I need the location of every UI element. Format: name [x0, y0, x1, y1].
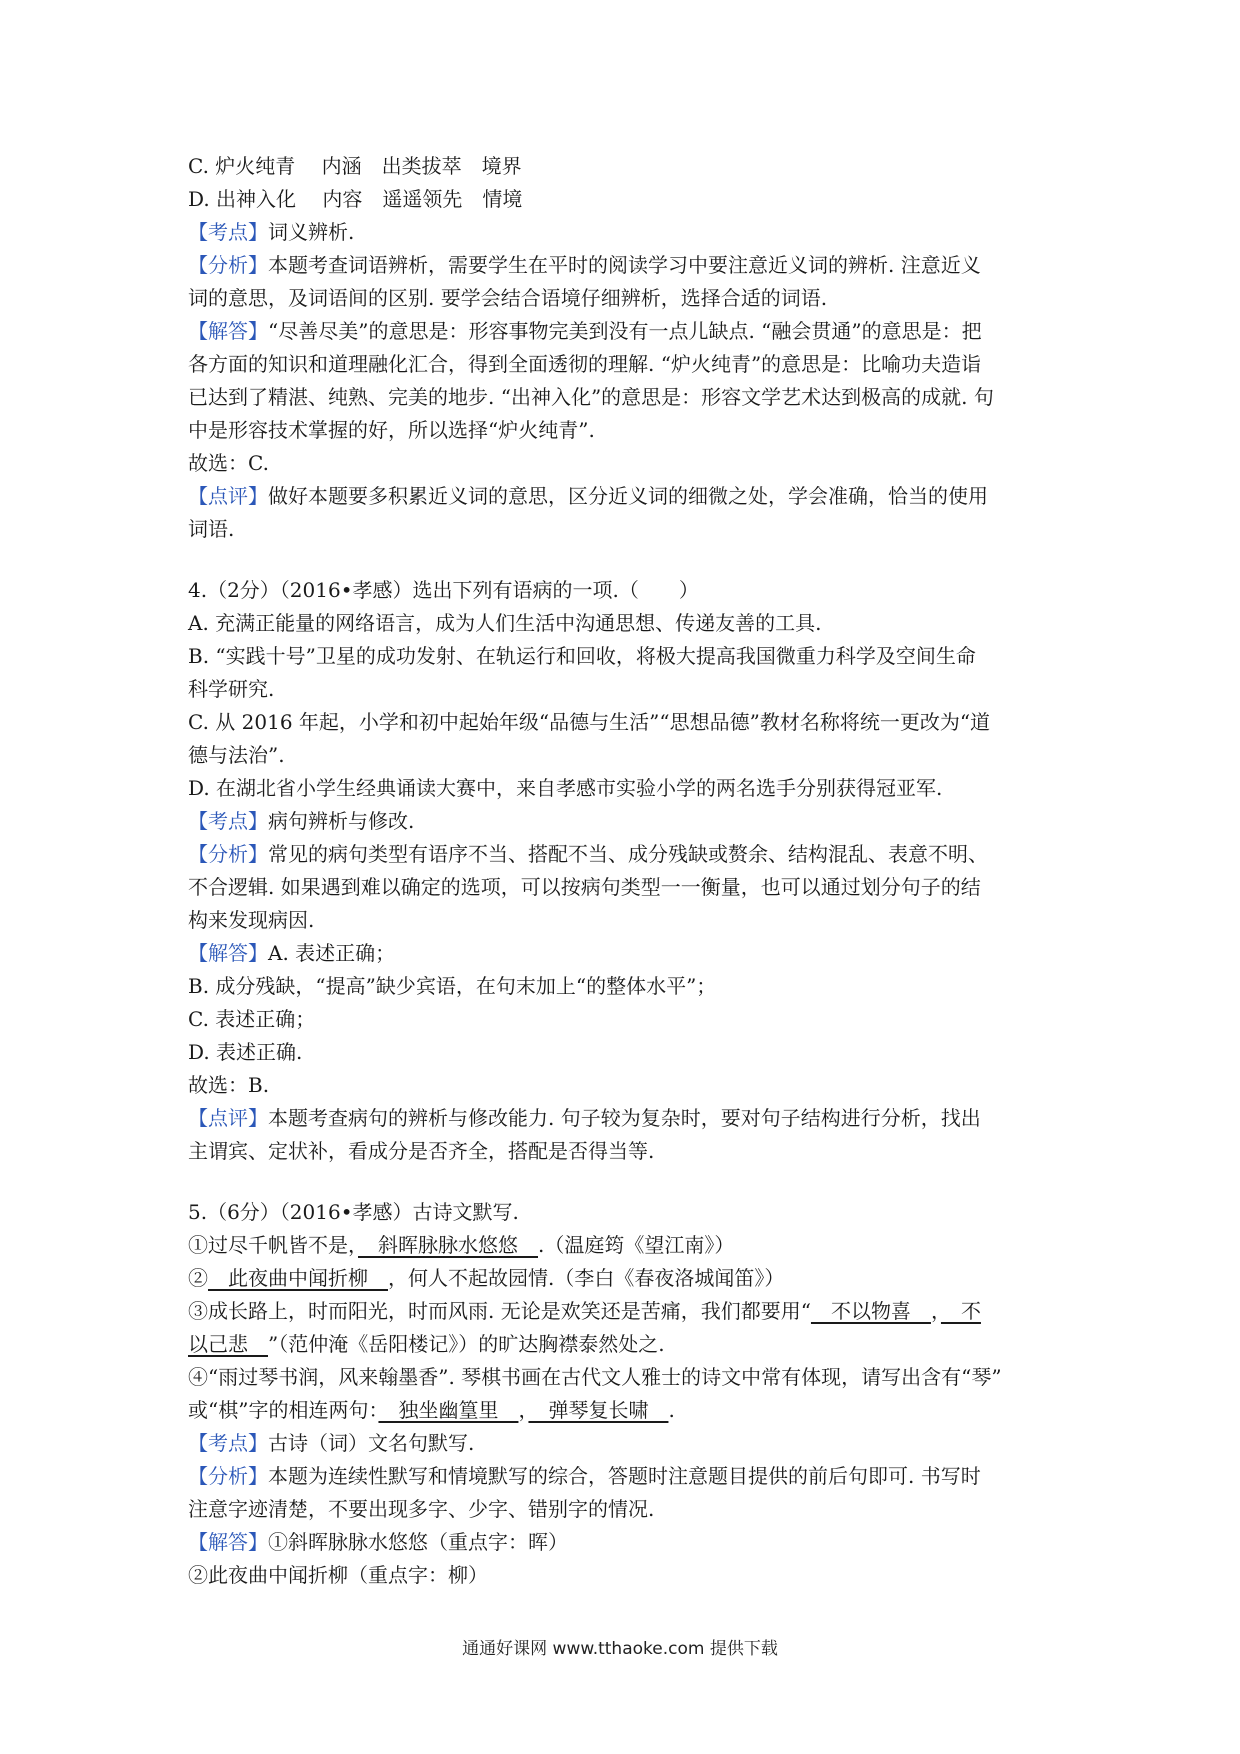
- q5-item-3-cont: [188, 1328, 1068, 1361]
- fenxi-text: 本题为连续性默写和情境默写的综合，答题时注意题目提供的前后句即可. 书写时: [268, 1464, 981, 1488]
- spacer: [188, 546, 1068, 574]
- q4-jieda-c: C. 表述正确；: [188, 1007, 316, 1031]
- q5-jieda-cont: ②此夜曲中闻折柳（重点字：柳）: [188, 1563, 488, 1587]
- item-text: ②: [188, 1266, 208, 1290]
- q4-jieda: [188, 937, 1068, 970]
- kaodian-tag: 【考点】: [188, 1431, 268, 1455]
- q5-item-2: [188, 1262, 1068, 1295]
- jieda-tag: 【解答】: [188, 941, 268, 965]
- q4-kaodian: [188, 805, 1068, 838]
- answer-blank: 斜晖脉脉水悠悠: [358, 1233, 538, 1257]
- dianping-tag: 【点评】: [188, 484, 268, 508]
- item-text: ，: [930, 1299, 941, 1323]
- q5-stem: 5.（6分）（2016•孝感）古诗文默写.: [188, 1200, 519, 1224]
- q4-option-a: A. 充满正能量的网络语言，成为人们生活中沟通思想、传递友善的工具.: [188, 611, 822, 635]
- q4-fenxi-cont: 构来发现病因.: [188, 908, 315, 932]
- jieda-tag: 【解答】: [188, 1530, 268, 1554]
- item-text: ”（范仲淹《岳阳楼记》）的旷达胸襟泰然处之.: [268, 1332, 665, 1356]
- dianping-tag: 【点评】: [188, 1106, 268, 1130]
- item-text: .（温庭筠《望江南》）: [538, 1233, 735, 1257]
- q4-option-d: D. 在湖北省小学生经典诵读大赛中，来自孝感市实验小学的两名选手分别获得冠亚军.: [188, 776, 943, 800]
- item-text: ①过尽千帆皆不是，: [188, 1233, 358, 1257]
- q4-dianping: [188, 1102, 1068, 1135]
- q4-jieda-b: B. 成分残缺，“提高”缺少宾语，在句末加上“的整体水平”；: [188, 974, 717, 998]
- q3-fenxi-cont: 词的意思，及词语间的区别. 要学会结合语境仔细辨析，选择合适的词语.: [188, 286, 828, 310]
- kaodian-text: 病句辨析与修改.: [268, 809, 415, 833]
- answer-blank: 弹琴复长啸: [528, 1398, 669, 1422]
- q3-jieda-cont: 中是形容技术掌握的好，所以选择“炉火纯青”.: [188, 418, 595, 442]
- item-text: ，: [518, 1398, 529, 1422]
- q4-fenxi: [188, 838, 1068, 871]
- answer-blank: 不: [940, 1299, 981, 1323]
- q4-stem: 4.（2分）（2016•孝感）选出下列有语病的一项.（ ）: [188, 578, 699, 602]
- q3-jieda-cont: 已达到了精湛、纯熟、完美的地步. “出神入化”的意思是：形容文学艺术达到极高的成就. 句: [188, 385, 994, 409]
- fenxi-tag: 【分析】: [188, 253, 268, 277]
- fenxi-tag: 【分析】: [188, 1464, 268, 1488]
- q3-option-d: D. 出神入化 内容 遥遥领先 情境: [188, 187, 523, 211]
- fenxi-tag: 【分析】: [188, 842, 268, 866]
- q3-kaodian: [188, 216, 1068, 249]
- answer-blank: 以己悲: [188, 1332, 268, 1356]
- q5-fenxi: [188, 1460, 1068, 1493]
- kaodian-text: 词义辨析.: [268, 220, 355, 244]
- jieda-tag: 【解答】: [188, 319, 268, 343]
- answer-blank: 不以物喜: [810, 1299, 931, 1323]
- kaodian-tag: 【考点】: [188, 220, 268, 244]
- q5-item-4: ④“雨过琴书润，风来翰墨香”. 琴棋书画在古代文人雅士的诗文中常有体现，请写出含有“琴”: [188, 1365, 1002, 1389]
- q5-fenxi-cont: 注意字迹清楚，不要出现多字、少字、错别字的情况.: [188, 1497, 655, 1521]
- q3-option-c: C. 炉火纯青 内涵 出类拔萃 境界: [188, 154, 522, 178]
- q5-jieda: [188, 1526, 1068, 1559]
- q5-item-1: [188, 1229, 1068, 1262]
- answer-blank: 独坐幽篁里: [378, 1398, 519, 1422]
- jieda-text: A. 表述正确；: [268, 941, 396, 965]
- q4-option-c: C. 从 2016 年起，小学和初中起始年级“品德与生活”“思想品德”教材名称将统一更改为“道: [188, 710, 991, 734]
- spacer: [188, 1168, 1068, 1196]
- jieda-text: “尽善尽美”的意思是：形容事物完美到没有一点儿缺点. “融会贯通”的意思是：把: [268, 319, 982, 343]
- answer-blank: 此夜曲中闻折柳: [208, 1266, 388, 1290]
- item-text: ③成长路上，时而阳光，时而风雨. 无论是欢笑还是苦痛，我们都要用“: [188, 1299, 811, 1323]
- q5-item-3: [188, 1295, 1068, 1328]
- q4-dianping-cont: 主谓宾、定状补，看成分是否齐全，搭配是否得当等.: [188, 1139, 655, 1163]
- q3-jieda: [188, 315, 1068, 348]
- q4-option-b-cont: 科学研究.: [188, 677, 275, 701]
- q4-option-b: B. “实践十号”卫星的成功发射、在轨运行和回收，将极大提高我国微重力科学及空间生命: [188, 644, 976, 668]
- document-body: [188, 150, 1068, 1592]
- item-text: ，何人不起故园情.（李白《春夜洛城闻笛》）: [388, 1266, 785, 1290]
- kaodian-tag: 【考点】: [188, 809, 268, 833]
- q4-option-c-cont: 德与法治”.: [188, 743, 285, 767]
- fenxi-text: 常见的病句类型有语序不当、搭配不当、成分残缺或赘余、结构混乱、表意不明、: [268, 842, 988, 866]
- kaodian-text: 古诗（词）文名句默写.: [268, 1431, 475, 1455]
- q4-fenxi-cont: 不合逻辑. 如果遇到难以确定的选项，可以按病句类型一一衡量，也可以通过划分句子的结: [188, 875, 981, 899]
- q3-answer: 故选：C.: [188, 451, 269, 475]
- fenxi-text: 本题考查词语辨析，需要学生在平时的阅读学习中要注意近义词的辨析. 注意近义: [268, 253, 981, 277]
- dianping-text: 做好本题要多积累近义词的意思，区分近义词的细微之处，学会准确，恰当的使用: [268, 484, 988, 508]
- q4-answer: 故选：B.: [188, 1073, 270, 1097]
- q5-kaodian: [188, 1427, 1068, 1460]
- q3-dianping: [188, 480, 1068, 513]
- dianping-text: 本题考查病句的辨析与修改能力. 句子较为复杂时，要对句子结构进行分析，找出: [268, 1106, 981, 1130]
- q5-item-4-cont: [188, 1394, 1068, 1427]
- q3-fenxi: [188, 249, 1068, 282]
- jieda-text: ①斜晖脉脉水悠悠（重点字：晖）: [268, 1530, 568, 1554]
- q4-jieda-d: D. 表述正确.: [188, 1040, 303, 1064]
- item-text: .: [668, 1398, 675, 1422]
- q3-dianping-cont: 词语.: [188, 517, 235, 541]
- page-footer: 通通好课网 www.tthaoke.com 提供下载: [462, 1639, 778, 1659]
- item-text: 或“棋”字的相连两句：: [188, 1398, 379, 1422]
- q3-jieda-cont: 各方面的知识和道理融化汇合，得到全面透彻的理解. “炉火纯青”的意思是：比喻功夫造诣: [188, 352, 982, 376]
